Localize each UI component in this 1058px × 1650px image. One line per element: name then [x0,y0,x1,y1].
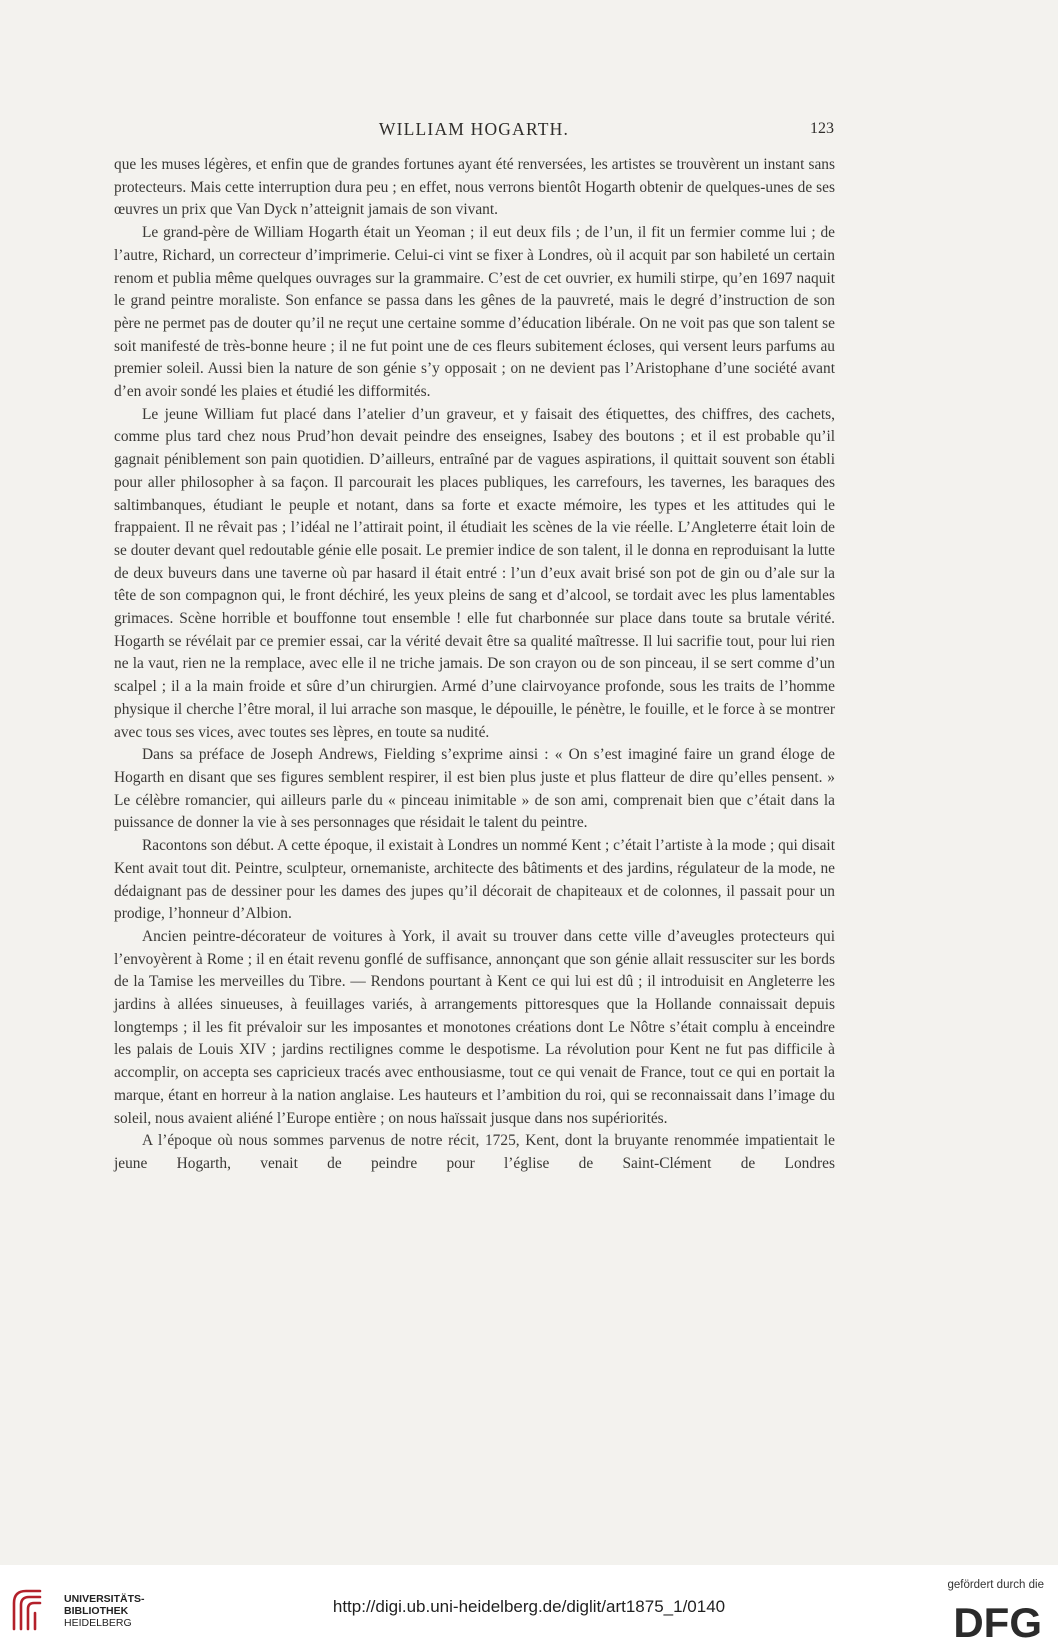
paragraph: que les muses légères, et enfin que de grandes fortunes ayant été renversées, les artistes se trouvèrent un instant sans protecteurs. Mais cette interruption dura peu ; en effet, nous verrons bientôt Hogarth obtenir de quelques-unes de ses œuvres un prix que Van Dyck n’atteignit jamais de son vivant. [114,156,835,219]
library-name-line: BIBLIOTHEK [64,1605,129,1617]
body-text [114,154,835,1176]
digitization-footer [0,1565,1058,1650]
paragraph: Ancien peintre-décorateur de voitures à York, il avait su trouver dans cette ville d’aveugles protecteurs qui l’envoyèrent à Rome ; il en était revenu gonflé de suffisance, annonçant que son génie allait ressusciter sur les bords de la Tamise les merveilles du Tibre. — Rendons pourtant à Kent ce qui lui est dû ; il introduisit en Angleterre les jardins à allées sinueuses, à feuillages variés, à arrangements pittoresques que la Hollande connaissait depuis longtemps ; il les fit prévaloir sur les imposantes et monotones créations dont Le Nôtre s’était complu à enceindre les palais de Louis XIV ; jardins rectilignes comme le despotisme. La révolution pour Kent ne fut pas difficile à accomplir, on accepta ses capricieux tracés avec enthousiasme, tout ce qui venait de France, tout ce qui en portait la marque, étant en horreur à la nation anglaise. Les hauteurs et l’ambition du roi, qui se reconnaissait dans l’image du soleil, nous avaient aliéné l’Europe entière ; on nous haïssait jusque dans nos supériorités. [114,927,835,1127]
permalink-url[interactable]: http://digi.ub.uni-heidelberg.de/diglit/art1875_1/0140 [332,1597,726,1616]
paragraph: Le jeune William fut placé dans l’atelier d’un graveur, et y faisait des étiquettes, des chiffres, des cachets, comme plus tard chez nous Prud’hon devait peindre des enseignes, Isabey des boutons ; et il est probable qu’il gagnait péniblement son pain quotidien. D’ailleurs, entraîné par de vagues aspirations, il quittait souvent son établi pour aller philosopher à sa façon. Il parcourait les places publiques, les carrefours, les tavernes, les baraques des saltimbanques, étudiant le peuple et notant, dans sa forte et exacte mémoire, les types et les attitudes qui le frappaient. Il ne rêvait pas ; l’idéal ne l’attirait point, il étudiait les scènes de la vie réelle. L’Angleterre était loin de se douter devant quel redoutable génie elle posait. Le premier indice de son talent, il le donna en reproduisant la lutte de deux buveurs dans une taverne où par hasard il était entré : l’un d’eux avait brisé son pot de gin ou d’ale sur la tête de son compagnon qui, le front déchiré, les yeux pleins de sang et d’alcool, se tordait avec les plus lamentables grimaces. Scène horrible et bouffonne tout ensemble ! elle fut charbonnée sur place dans toute sa brutale vérité. Hogarth se révélait par ce premier essai, car la vérité devait être sa qualité maîtresse. Il lui sacrifie tout, pour lui rien ne la vaut, rien ne la remplace, avec elle il ne triche jamais. De son crayon ou de son pinceau, il se sert comme d’un scalpel ; il a la main froide et sûre d’un chirurgien. Armé d’une clairvoyance profonde, sous les traits de l’homme physique il cherche l’être moral, il lui arrache son masque, le dépouille, le pénètre, le fouille, et le force à se montrer avec tous ses vices, avec toutes ses lèpres, en toute sa nudité. [114,405,835,741]
paragraph: Le grand-père de William Hogarth était un Yeoman ; il eut deux fils ; de l’un, il fit un fermier comme lui ; de l’autre, Richard, un correcteur d’imprimerie. Celui-ci vint se fixer à Londres, où il acquit par son habileté un certain renom et publia même quelques ouvrages sur la grammaire. C’est de cet ouvrier, ex humili stirpe, qu’en 1697 naquit le grand peintre moraliste. Son enfance se passa dans les gênes de la pauvreté, mais le degré d’instruction de son père ne permet pas de douter qu’il ne reçut une certaine somme d’éducation libérale. On ne voit pas que son talent se soit manifesté de très-bonne heure ; il ne fut point une de ces fleurs subitement écloses, qui versent leurs parfums au premier soleil. Aussi bien la nature de son génie s’y opposait ; on ne devient pas l’Aristophane d’une société avant d’en avoir sondé les plaies et étudié les difformités. [114,224,835,401]
paragraph: Racontons son début. A cette époque, il existait à Londres un nommé Kent ; c’était l’artiste à la mode ; qui disait Kent avait tout dit. Peintre, sculpteur, ornemaniste, architecte des bâtiments et des jardins, régulateur de la mode, ne dédaignant pas de dessiner pour les dames des jupes qu’il décorait de chapiteaux et de colonnes, il passait pour un prodige, l’honneur d’Albion. [114,837,835,923]
library-name-line: UNIVERSITÄTS- [64,1593,145,1605]
library-name-line: HEIDELBERG [64,1617,132,1629]
running-head [114,119,834,143]
page-number: 123 [810,120,834,137]
running-title: WILLIAM HOGARTH. [378,119,570,139]
dfg-logo-text: DFG [953,1599,1042,1643]
paragraph: Dans sa préface de Joseph Andrews, Fielding s’exprime ainsi : « On s’est imaginé faire un grand éloge de Hogarth en disant que ses figures semblent respirer, il est bien plus juste et plus flatteur de dire qu’elles pensent. » Le célèbre romancier, qui ailleurs parle du « pinceau inimitable » de son ami, comprenait bien que c’était dans la puissance de donner la vie à ses personnages que résidait le talent du peintre. [114,746,835,832]
funded-by-label: gefördert durch die [947,1579,1044,1591]
dfg-logo-icon [934,1597,1044,1643]
paragraph: A l’époque où nous sommes parvenus de notre récit, 1725, Kent, dont la bruyante renommée impatientait le jeune Hogarth, venait de peindre pour l’église de Saint-Clément de Londres [114,1132,835,1172]
